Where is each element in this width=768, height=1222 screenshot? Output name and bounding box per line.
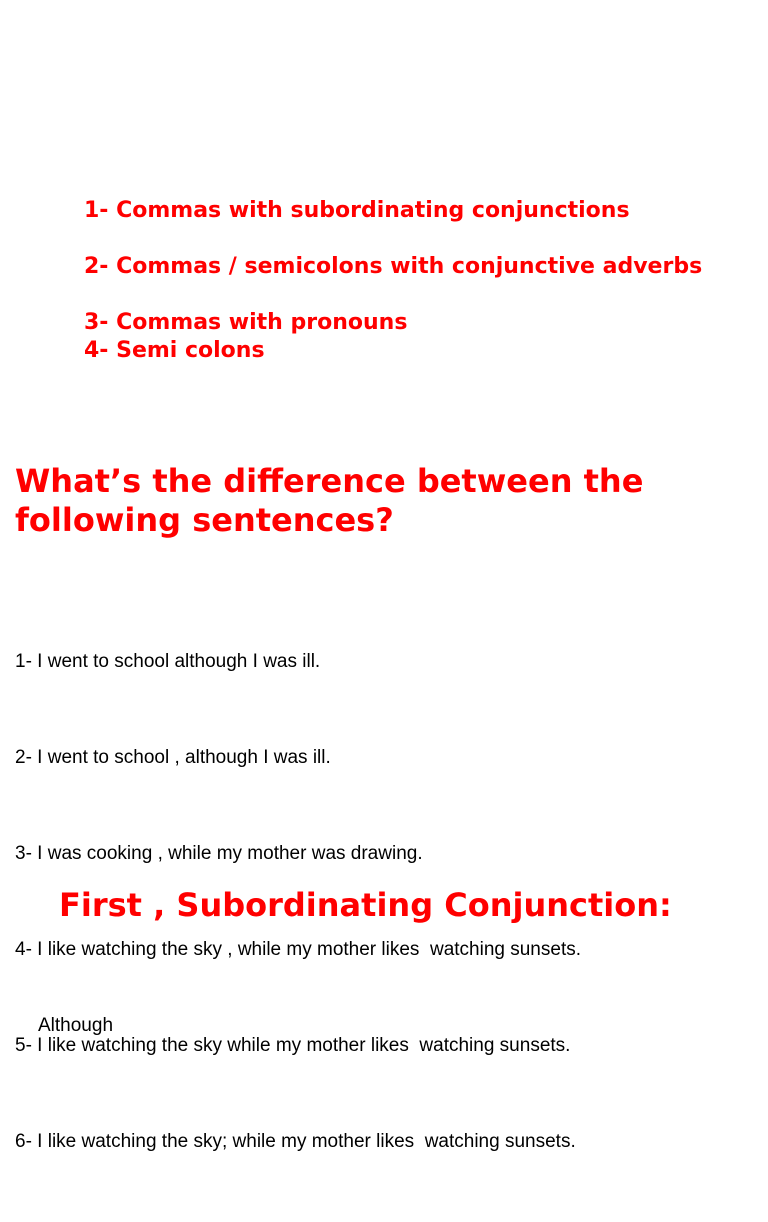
cut-off-text: Although [38, 1015, 114, 1036]
topic-item: 2- Commas / semicolons with conjunctive adverbs [84, 254, 703, 279]
topic-item: 4- Semi colons [84, 338, 265, 363]
sentence-item: 5- I like watching the sky while my mother likes watching sunsets. [15, 1035, 571, 1056]
topic-item: 1- Commas with subordinating conjunctions [84, 198, 630, 223]
sentence-item: 1- I went to school although I was ill. [15, 651, 321, 672]
sentence-item: 4- I like watching the sky , while my mother likes watching sunsets. [15, 939, 582, 960]
sentence-item: 6- I like watching the sky; while my mother likes watching sunsets. [15, 1131, 576, 1152]
sentence-item: 2- I went to school , although I was ill. [15, 747, 331, 768]
section-heading: First , Subordinating Conjunction: [59, 886, 672, 924]
topics-list [84, 197, 704, 365]
topic-item: 3- Commas with pronouns [84, 310, 408, 335]
question-heading: What’s the difference between the following sentences? [15, 462, 644, 539]
sentence-item: 3- I was cooking , while my mother was drawing. [15, 843, 423, 864]
